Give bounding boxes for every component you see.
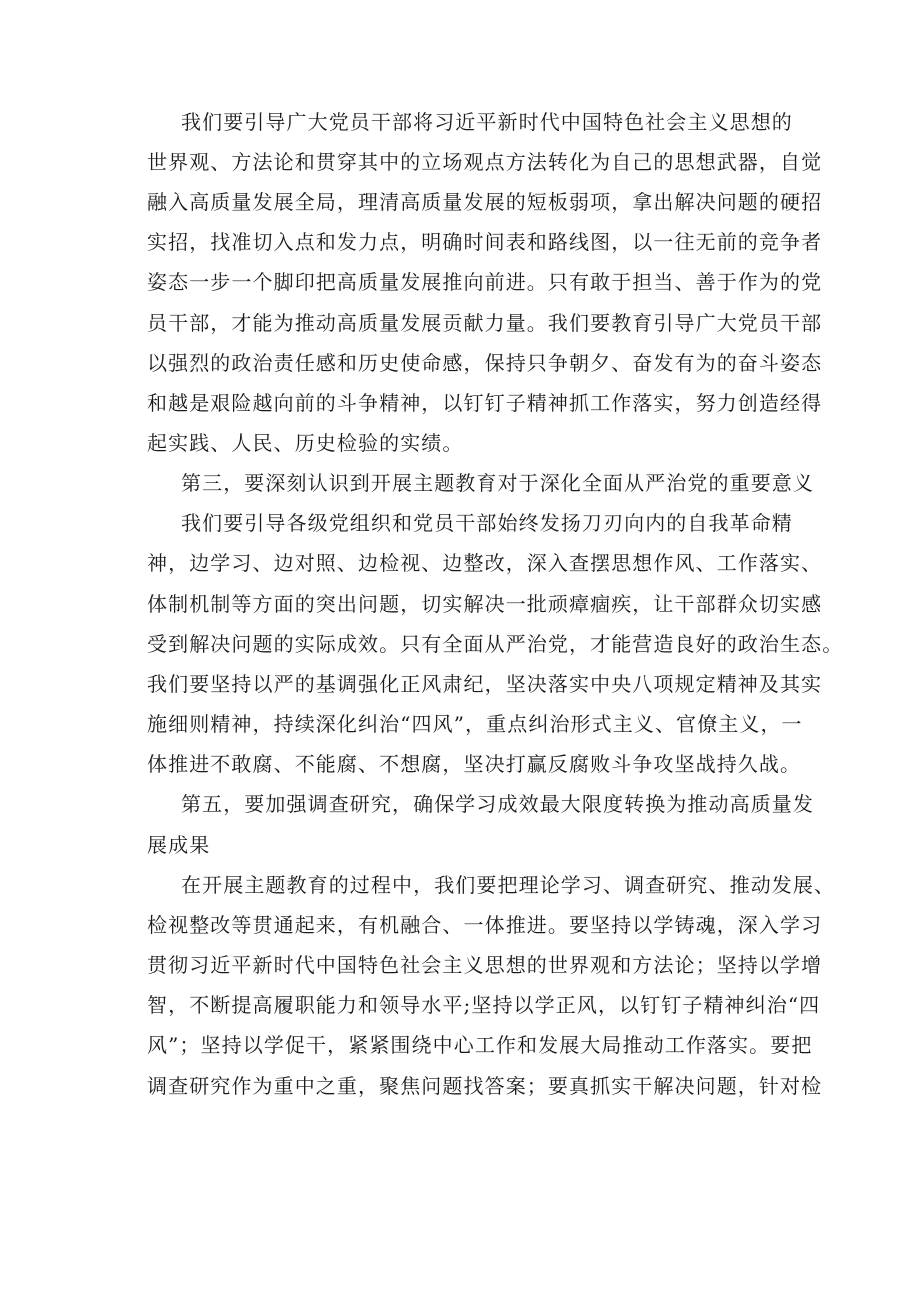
paragraph-line: 我们要坚持以严的基调强化正风肃纪，坚决落实中央八项规定精神及其实	[147, 672, 823, 696]
section-heading: 第三，要深刻认识到开展主题教育对于深化全面从严治党的重要意义	[181, 471, 814, 495]
paragraph-line: 姿态一步一个脚印把高质量发展推向前进。只有敢于担当、善于作为的党	[147, 270, 823, 294]
paragraph-line: 我们要引导各级党组织和党员干部始终发扬刀刃向内的自我革命精	[181, 511, 793, 535]
paragraph-line: 风”；坚持以学促干，紧紧围绕中心工作和发展大局推动工作落实。要把	[147, 1033, 813, 1057]
paragraph-line: 我们要引导广大党员干部将习近平新时代中国特色社会主义思想的	[181, 110, 793, 134]
paragraph-line: 体推进不敢腐、不能腐、不想腐，坚决打赢反腐败斗争攻坚战持久战。	[147, 752, 802, 776]
paragraph-line: 起实践、人民、历史检验的实绩。	[147, 431, 464, 455]
paragraph-line: 和越是艰险越向前的斗争精神，以钉钉子精神抓工作落实，努力创造经得	[147, 391, 823, 415]
paragraph-line: 智，不断提高履职能力和领导水平;坚持以学正风，以钉钉子精神纠治“四	[147, 993, 821, 1017]
paragraph-line: 在开展主题教育的过程中，我们要把理论学习、调查研究、推动发展、	[181, 873, 836, 897]
paragraph-line: 贯彻习近平新时代中国特色社会主义思想的世界观和方法论；坚持以学增	[147, 953, 823, 977]
paragraph-line: 员干部，才能为推动高质量发展贡献力量。我们要教育引导广大党员干部	[147, 311, 823, 335]
section-heading-continued: 展成果	[147, 833, 211, 857]
paragraph-line: 受到解决问题的实际成效。只有全面从严治党，才能营造良好的政治生态。	[147, 632, 844, 656]
paragraph-line: 实招，找准切入点和发力点，明确时间表和路线图，以一往无前的竞争者	[147, 230, 823, 254]
paragraph-line: 体制机制等方面的突出问题，切实解决一批顽瘴痼疾，让干部群众切实感	[147, 592, 823, 616]
paragraph-line: 施细则精神，持续深化纠治“四风”，重点纠治形式主义、官僚主义，一	[147, 712, 803, 736]
paragraph-line: 世界观、方法论和贯穿其中的立场观点方法转化为自己的思想武器，自觉	[147, 150, 823, 174]
paragraph-line: 融入高质量发展全局，理清高质量发展的短板弱项，拿出解决问题的硬招	[147, 190, 823, 214]
section-heading: 第五，要加强调查研究，确保学习成效最大限度转换为推动高质量发	[181, 792, 814, 816]
paragraph-line: 神，边学习、边对照、边检视、边整改，深入查摆思想作风、工作落实、	[147, 551, 823, 575]
paragraph-line: 检视整改等贯通起来，有机融合、一体推进。要坚持以学铸魂，深入学习	[147, 913, 823, 937]
paragraph-line: 调查研究作为重中之重，聚焦问题找答案；要真抓实干解决问题，针对检	[147, 1074, 823, 1098]
paragraph-line: 以强烈的政治责任感和历史使命感，保持只争朝夕、奋发有为的奋斗姿态	[147, 351, 823, 375]
